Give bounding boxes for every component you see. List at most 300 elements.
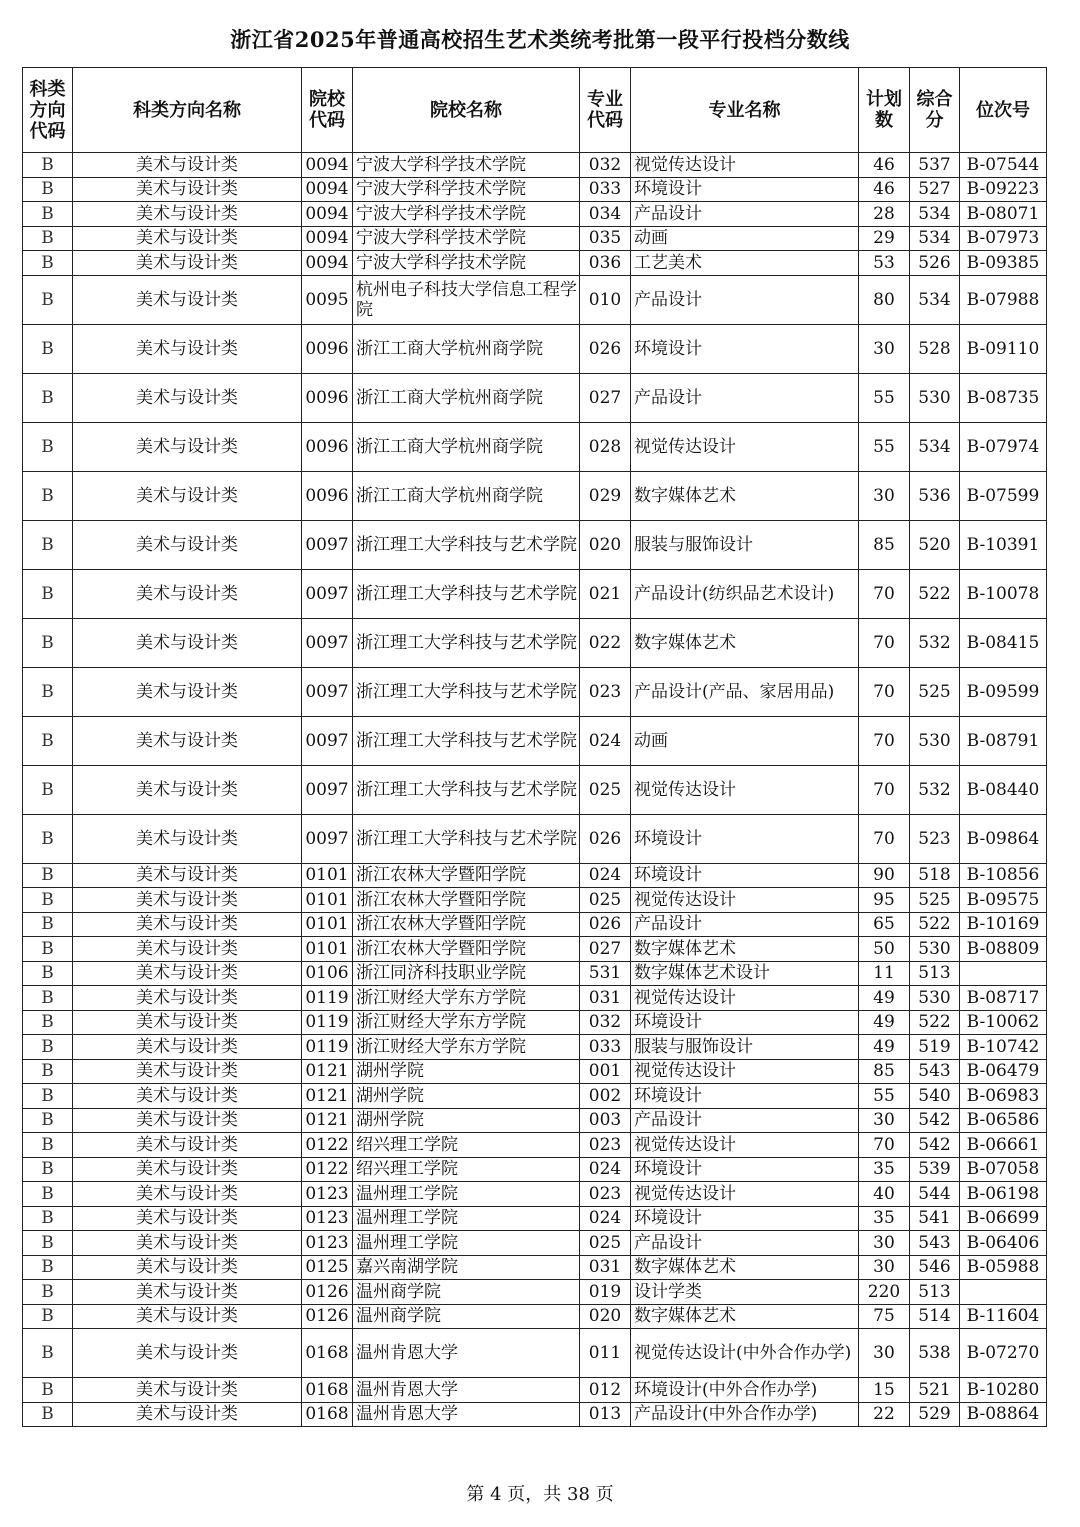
cell-cat-name: 美术与设计类 xyxy=(73,1035,302,1060)
cell-plan: 22 xyxy=(859,1402,910,1427)
cell-major-name: 数字媒体艺术 xyxy=(631,471,859,520)
table-row xyxy=(23,373,1047,422)
cell-major-name: 产品设计 xyxy=(631,202,859,227)
cell-plan: 70 xyxy=(859,765,910,814)
cell-rank: B-10391 xyxy=(960,520,1047,569)
cell-score: 514 xyxy=(910,1304,960,1329)
cell-major-code: 026 xyxy=(580,324,631,373)
cell-rank: B-07973 xyxy=(960,226,1047,251)
cell-rank: B-07974 xyxy=(960,422,1047,471)
cell-school-code: 0097 xyxy=(302,569,353,618)
cell-school-code: 0094 xyxy=(302,226,353,251)
cell-cat-name: 美术与设计类 xyxy=(73,986,302,1011)
cell-school-code: 0097 xyxy=(302,716,353,765)
cell-cat-code: B xyxy=(23,667,73,716)
table-row xyxy=(23,1402,1047,1427)
cell-major-name: 服装与服饰设计 xyxy=(631,1035,859,1060)
cell-major-name: 数字媒体艺术 xyxy=(631,618,859,667)
table-body xyxy=(23,153,1047,1427)
cell-major-name: 视觉传达设计 xyxy=(631,1182,859,1207)
cell-plan: 70 xyxy=(859,716,910,765)
cell-major-name: 视觉传达设计 xyxy=(631,888,859,913)
cell-plan: 46 xyxy=(859,177,910,202)
cell-plan: 95 xyxy=(859,888,910,913)
cell-rank: B-09599 xyxy=(960,667,1047,716)
cell-cat-name: 美术与设计类 xyxy=(73,1304,302,1329)
cell-plan: 70 xyxy=(859,618,910,667)
cell-school-code: 0121 xyxy=(302,1059,353,1084)
cell-cat-name: 美术与设计类 xyxy=(73,1108,302,1133)
cell-major-name: 产品设计 xyxy=(631,1231,859,1256)
cell-score: 546 xyxy=(910,1255,960,1280)
cell-school-code: 0094 xyxy=(302,177,353,202)
cell-major-code: 023 xyxy=(580,667,631,716)
cell-rank: B-10169 xyxy=(960,912,1047,937)
cell-major-name: 视觉传达设计 xyxy=(631,986,859,1011)
table-row xyxy=(23,1378,1047,1403)
cell-plan: 70 xyxy=(859,814,910,863)
cell-major-code: 036 xyxy=(580,251,631,276)
table-row xyxy=(23,202,1047,227)
table-row xyxy=(23,275,1047,324)
cell-school-name: 浙江农林大学暨阳学院 xyxy=(353,888,580,913)
cell-rank: B-10062 xyxy=(960,1010,1047,1035)
cell-cat-name: 美术与设计类 xyxy=(73,765,302,814)
cell-rank xyxy=(960,1280,1047,1305)
cell-major-code: 026 xyxy=(580,814,631,863)
cell-major-code: 024 xyxy=(580,863,631,888)
cell-school-name: 绍兴理工学院 xyxy=(353,1157,580,1182)
cell-score: 530 xyxy=(910,937,960,962)
cell-cat-name: 美术与设计类 xyxy=(73,618,302,667)
cell-plan: 28 xyxy=(859,202,910,227)
cell-cat-code: B xyxy=(23,153,73,178)
cell-rank: B-08791 xyxy=(960,716,1047,765)
cell-cat-name: 美术与设计类 xyxy=(73,1059,302,1084)
cell-rank: B-08440 xyxy=(960,765,1047,814)
cell-school-name: 宁波大学科学技术学院 xyxy=(353,251,580,276)
cell-major-code: 013 xyxy=(580,1402,631,1427)
cell-school-name: 温州商学院 xyxy=(353,1304,580,1329)
cell-school-name: 浙江工商大学杭州商学院 xyxy=(353,471,580,520)
cell-cat-name: 美术与设计类 xyxy=(73,226,302,251)
cell-school-name: 浙江理工大学科技与艺术学院 xyxy=(353,814,580,863)
cell-rank: B-11604 xyxy=(960,1304,1047,1329)
cell-cat-name: 美术与设计类 xyxy=(73,153,302,178)
cell-rank: B-09385 xyxy=(960,251,1047,276)
cell-school-code: 0122 xyxy=(302,1133,353,1158)
cell-score: 526 xyxy=(910,251,960,276)
table-row xyxy=(23,1329,1047,1378)
cell-cat-name: 美术与设计类 xyxy=(73,1280,302,1305)
cell-school-code: 0101 xyxy=(302,937,353,962)
cell-major-name: 动画 xyxy=(631,716,859,765)
cell-score: 522 xyxy=(910,1010,960,1035)
cell-school-name: 湖州学院 xyxy=(353,1108,580,1133)
cell-plan: 46 xyxy=(859,153,910,178)
table-row xyxy=(23,667,1047,716)
cell-school-name: 浙江财经大学东方学院 xyxy=(353,1010,580,1035)
cell-school-name: 浙江理工大学科技与艺术学院 xyxy=(353,765,580,814)
cell-cat-code: B xyxy=(23,1035,73,1060)
cell-plan: 55 xyxy=(859,1084,910,1109)
cell-cat-code: B xyxy=(23,1231,73,1256)
cell-score: 525 xyxy=(910,888,960,913)
cell-cat-name: 美术与设计类 xyxy=(73,1182,302,1207)
cell-school-name: 浙江工商大学杭州商学院 xyxy=(353,422,580,471)
cell-cat-code: B xyxy=(23,937,73,962)
cell-cat-code: B xyxy=(23,373,73,422)
cell-score: 543 xyxy=(910,1231,960,1256)
page-footer: 第 4 页，共 38 页 xyxy=(466,1484,614,1505)
cell-cat-code: B xyxy=(23,1402,73,1427)
cell-major-name: 数字媒体艺术 xyxy=(631,1304,859,1329)
cell-rank: B-08717 xyxy=(960,986,1047,1011)
cell-major-code: 033 xyxy=(580,177,631,202)
cell-plan: 85 xyxy=(859,1059,910,1084)
cell-score: 534 xyxy=(910,202,960,227)
cell-rank xyxy=(960,961,1047,986)
cell-cat-name: 美术与设计类 xyxy=(73,1206,302,1231)
table-row xyxy=(23,1255,1047,1280)
cell-score: 538 xyxy=(910,1329,960,1378)
header-row xyxy=(23,68,1047,153)
cell-school-name: 浙江财经大学东方学院 xyxy=(353,1035,580,1060)
cell-cat-code: B xyxy=(23,1182,73,1207)
cell-score: 543 xyxy=(910,1059,960,1084)
cell-school-name: 温州肯恩大学 xyxy=(353,1378,580,1403)
cell-cat-name: 美术与设计类 xyxy=(73,1255,302,1280)
cell-plan: 90 xyxy=(859,863,910,888)
table-row xyxy=(23,471,1047,520)
cell-cat-name: 美术与设计类 xyxy=(73,937,302,962)
cell-major-code: 003 xyxy=(580,1108,631,1133)
cell-school-code: 0125 xyxy=(302,1255,353,1280)
cell-school-name: 温州肯恩大学 xyxy=(353,1402,580,1427)
cell-school-code: 0097 xyxy=(302,814,353,863)
cell-major-code: 011 xyxy=(580,1329,631,1378)
cell-rank: B-07599 xyxy=(960,471,1047,520)
cell-score: 530 xyxy=(910,373,960,422)
cell-major-name: 产品设计 xyxy=(631,373,859,422)
cell-school-name: 温州理工学院 xyxy=(353,1231,580,1256)
cell-cat-code: B xyxy=(23,1378,73,1403)
cell-plan: 49 xyxy=(859,1035,910,1060)
table-row xyxy=(23,961,1047,986)
cell-cat-code: B xyxy=(23,765,73,814)
cell-cat-code: B xyxy=(23,324,73,373)
cell-major-name: 产品设计 xyxy=(631,1108,859,1133)
cell-score: 530 xyxy=(910,716,960,765)
cell-major-name: 服装与服饰设计 xyxy=(631,520,859,569)
cell-rank: B-08809 xyxy=(960,937,1047,962)
cell-rank: B-09110 xyxy=(960,324,1047,373)
cell-cat-code: B xyxy=(23,1010,73,1035)
cell-rank: B-06479 xyxy=(960,1059,1047,1084)
table-row xyxy=(23,1182,1047,1207)
cell-major-name: 视觉传达设计 xyxy=(631,1059,859,1084)
cell-school-name: 浙江理工大学科技与艺术学院 xyxy=(353,667,580,716)
cell-school-code: 0168 xyxy=(302,1329,353,1378)
cell-rank: B-10280 xyxy=(960,1378,1047,1403)
cell-school-name: 温州商学院 xyxy=(353,1280,580,1305)
header-rank: 位次号 xyxy=(960,68,1047,153)
cell-score: 537 xyxy=(910,153,960,178)
cell-school-name: 宁波大学科学技术学院 xyxy=(353,202,580,227)
cell-score: 539 xyxy=(910,1157,960,1182)
cell-rank: B-09223 xyxy=(960,177,1047,202)
table-row xyxy=(23,888,1047,913)
cell-cat-name: 美术与设计类 xyxy=(73,814,302,863)
cell-cat-name: 美术与设计类 xyxy=(73,471,302,520)
page-title: 浙江省2025年普通高校招生艺术类统考批第一段平行投档分数线 xyxy=(230,27,850,52)
cell-school-code: 0094 xyxy=(302,202,353,227)
cell-major-code: 019 xyxy=(580,1280,631,1305)
cell-plan: 85 xyxy=(859,520,910,569)
cell-school-code: 0094 xyxy=(302,251,353,276)
table-row xyxy=(23,1059,1047,1084)
cell-major-code: 024 xyxy=(580,1206,631,1231)
cell-major-name: 工艺美术 xyxy=(631,251,859,276)
cell-cat-code: B xyxy=(23,618,73,667)
cell-rank: B-06983 xyxy=(960,1084,1047,1109)
cell-plan: 50 xyxy=(859,937,910,962)
cell-cat-name: 美术与设计类 xyxy=(73,1231,302,1256)
cell-score: 522 xyxy=(910,569,960,618)
cell-cat-name: 美术与设计类 xyxy=(73,961,302,986)
cell-major-code: 025 xyxy=(580,888,631,913)
table-row xyxy=(23,324,1047,373)
cell-school-code: 0168 xyxy=(302,1402,353,1427)
cell-school-name: 温州肯恩大学 xyxy=(353,1329,580,1378)
table-row xyxy=(23,937,1047,962)
cell-major-name: 环境设计 xyxy=(631,814,859,863)
cell-rank: B-10742 xyxy=(960,1035,1047,1060)
cell-cat-code: B xyxy=(23,1280,73,1305)
cell-cat-code: B xyxy=(23,177,73,202)
cell-major-code: 035 xyxy=(580,226,631,251)
cell-school-code: 0097 xyxy=(302,765,353,814)
cell-major-name: 环境设计 xyxy=(631,177,859,202)
cell-cat-code: B xyxy=(23,1206,73,1231)
table-row xyxy=(23,814,1047,863)
header-cat-name: 科类方向名称 xyxy=(73,68,302,153)
cell-score: 534 xyxy=(910,275,960,324)
cell-cat-code: B xyxy=(23,1133,73,1158)
cell-school-name: 湖州学院 xyxy=(353,1059,580,1084)
cell-cat-name: 美术与设计类 xyxy=(73,1378,302,1403)
cell-score: 513 xyxy=(910,1280,960,1305)
cell-cat-code: B xyxy=(23,1108,73,1133)
cell-major-code: 022 xyxy=(580,618,631,667)
table-row xyxy=(23,1157,1047,1182)
table-row xyxy=(23,153,1047,178)
cell-school-code: 0097 xyxy=(302,618,353,667)
cell-rank: B-08864 xyxy=(960,1402,1047,1427)
cell-major-code: 034 xyxy=(580,202,631,227)
cell-plan: 30 xyxy=(859,1231,910,1256)
table-row xyxy=(23,618,1047,667)
table-row xyxy=(23,1108,1047,1133)
cell-school-name: 浙江农林大学暨阳学院 xyxy=(353,937,580,962)
cell-score: 542 xyxy=(910,1108,960,1133)
cell-school-code: 0101 xyxy=(302,912,353,937)
cell-plan: 55 xyxy=(859,373,910,422)
cell-cat-name: 美术与设计类 xyxy=(73,373,302,422)
cell-score: 534 xyxy=(910,226,960,251)
cell-score: 513 xyxy=(910,961,960,986)
cell-score: 542 xyxy=(910,1133,960,1158)
cell-cat-code: B xyxy=(23,1255,73,1280)
cell-plan: 53 xyxy=(859,251,910,276)
cell-plan: 15 xyxy=(859,1378,910,1403)
header-score: 综合分 xyxy=(910,68,960,153)
cell-major-name: 环境设计 xyxy=(631,1206,859,1231)
cell-cat-code: B xyxy=(23,251,73,276)
cell-major-name: 动画 xyxy=(631,226,859,251)
cell-rank: B-08415 xyxy=(960,618,1047,667)
cell-major-name: 视觉传达设计 xyxy=(631,153,859,178)
cell-plan: 35 xyxy=(859,1206,910,1231)
cell-plan: 11 xyxy=(859,961,910,986)
cell-major-code: 012 xyxy=(580,1378,631,1403)
cell-major-name: 数字媒体艺术设计 xyxy=(631,961,859,986)
cell-cat-code: B xyxy=(23,202,73,227)
cell-major-code: 024 xyxy=(580,716,631,765)
cell-major-code: 023 xyxy=(580,1133,631,1158)
cell-rank: B-06699 xyxy=(960,1206,1047,1231)
cell-rank: B-09575 xyxy=(960,888,1047,913)
cell-plan: 65 xyxy=(859,912,910,937)
cell-cat-name: 美术与设计类 xyxy=(73,1133,302,1158)
cell-school-name: 温州理工学院 xyxy=(353,1182,580,1207)
cell-cat-code: B xyxy=(23,569,73,618)
cell-school-name: 浙江工商大学杭州商学院 xyxy=(353,373,580,422)
cell-major-code: 032 xyxy=(580,1010,631,1035)
cell-school-name: 浙江农林大学暨阳学院 xyxy=(353,912,580,937)
cell-score: 540 xyxy=(910,1084,960,1109)
cell-school-code: 0094 xyxy=(302,153,353,178)
cell-plan: 30 xyxy=(859,1329,910,1378)
cell-cat-code: B xyxy=(23,1329,73,1378)
cell-rank: B-07988 xyxy=(960,275,1047,324)
cell-plan: 30 xyxy=(859,1108,910,1133)
score-table xyxy=(22,67,1047,1427)
cell-major-name: 环境设计 xyxy=(631,324,859,373)
header-school-code: 院校代码 xyxy=(302,68,353,153)
table-row xyxy=(23,716,1047,765)
cell-rank: B-07270 xyxy=(960,1329,1047,1378)
cell-school-code: 0123 xyxy=(302,1231,353,1256)
cell-score: 544 xyxy=(910,1182,960,1207)
cell-rank: B-06661 xyxy=(960,1133,1047,1158)
cell-score: 522 xyxy=(910,912,960,937)
cell-plan: 30 xyxy=(859,1255,910,1280)
cell-cat-code: B xyxy=(23,1157,73,1182)
cell-cat-code: B xyxy=(23,226,73,251)
cell-cat-code: B xyxy=(23,814,73,863)
cell-score: 519 xyxy=(910,1035,960,1060)
cell-cat-name: 美术与设计类 xyxy=(73,177,302,202)
cell-cat-name: 美术与设计类 xyxy=(73,520,302,569)
cell-major-name: 视觉传达设计 xyxy=(631,1133,859,1158)
header-school-name: 院校名称 xyxy=(353,68,580,153)
cell-major-name: 产品设计(产品、家居用品) xyxy=(631,667,859,716)
cell-cat-code: B xyxy=(23,1084,73,1109)
table-row xyxy=(23,177,1047,202)
cell-cat-name: 美术与设计类 xyxy=(73,888,302,913)
cell-rank: B-08071 xyxy=(960,202,1047,227)
cell-major-code: 028 xyxy=(580,422,631,471)
cell-rank: B-09864 xyxy=(960,814,1047,863)
cell-major-name: 环境设计(中外合作办学) xyxy=(631,1378,859,1403)
cell-major-code: 010 xyxy=(580,275,631,324)
cell-major-name: 产品设计(中外合作办学) xyxy=(631,1402,859,1427)
cell-major-name: 环境设计 xyxy=(631,1010,859,1035)
cell-cat-code: B xyxy=(23,471,73,520)
cell-school-code: 0121 xyxy=(302,1084,353,1109)
cell-school-code: 0126 xyxy=(302,1280,353,1305)
cell-school-name: 浙江理工大学科技与艺术学院 xyxy=(353,520,580,569)
cell-school-code: 0119 xyxy=(302,986,353,1011)
cell-cat-code: B xyxy=(23,888,73,913)
header-major-name: 专业名称 xyxy=(631,68,859,153)
cell-rank: B-06198 xyxy=(960,1182,1047,1207)
table-row xyxy=(23,863,1047,888)
cell-major-code: 029 xyxy=(580,471,631,520)
cell-major-name: 产品设计 xyxy=(631,912,859,937)
cell-cat-name: 美术与设计类 xyxy=(73,667,302,716)
cell-school-name: 温州理工学院 xyxy=(353,1206,580,1231)
cell-score: 518 xyxy=(910,863,960,888)
cell-major-name: 视觉传达设计 xyxy=(631,422,859,471)
cell-cat-code: B xyxy=(23,961,73,986)
cell-plan: 49 xyxy=(859,986,910,1011)
cell-major-code: 031 xyxy=(580,986,631,1011)
cell-major-name: 视觉传达设计 xyxy=(631,765,859,814)
table-row xyxy=(23,1035,1047,1060)
cell-rank: B-05988 xyxy=(960,1255,1047,1280)
cell-score: 529 xyxy=(910,1402,960,1427)
cell-major-name: 产品设计 xyxy=(631,275,859,324)
cell-rank: B-07058 xyxy=(960,1157,1047,1182)
cell-plan: 29 xyxy=(859,226,910,251)
table-row xyxy=(23,226,1047,251)
table-row xyxy=(23,1133,1047,1158)
cell-school-name: 绍兴理工学院 xyxy=(353,1133,580,1158)
cell-major-name: 产品设计(纺织品艺术设计) xyxy=(631,569,859,618)
table-row xyxy=(23,765,1047,814)
cell-major-name: 数字媒体艺术 xyxy=(631,1255,859,1280)
cell-cat-code: B xyxy=(23,716,73,765)
table-row xyxy=(23,1304,1047,1329)
table-row xyxy=(23,1010,1047,1035)
cell-school-code: 0096 xyxy=(302,471,353,520)
cell-school-code: 0126 xyxy=(302,1304,353,1329)
cell-cat-name: 美术与设计类 xyxy=(73,1329,302,1378)
cell-school-code: 0168 xyxy=(302,1378,353,1403)
table-row xyxy=(23,1231,1047,1256)
cell-school-name: 湖州学院 xyxy=(353,1084,580,1109)
cell-major-code: 033 xyxy=(580,1035,631,1060)
cell-score: 532 xyxy=(910,765,960,814)
cell-cat-code: B xyxy=(23,1304,73,1329)
cell-school-code: 0122 xyxy=(302,1157,353,1182)
cell-plan: 70 xyxy=(859,569,910,618)
header-cat-code: 科类方向代码 xyxy=(23,68,73,153)
cell-cat-code: B xyxy=(23,275,73,324)
table-row xyxy=(23,520,1047,569)
